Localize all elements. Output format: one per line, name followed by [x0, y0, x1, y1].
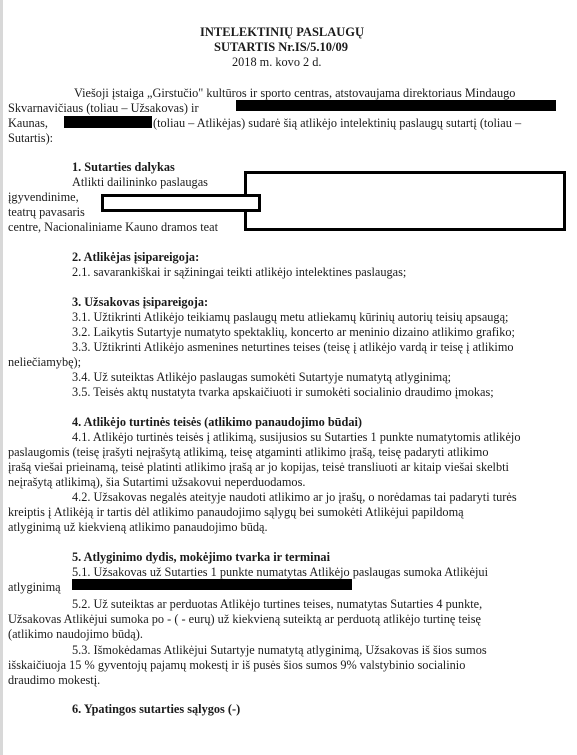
intro-line-2: Skvarnavičiaus (toliau – Užsakovas) ir: [8, 101, 199, 115]
intro-line-1: Viešoji įstaiga „Girstučio" kultūros ir sporto centras, atstovaujama direktoriaus Mindaugo: [74, 86, 516, 100]
intro-line-3a: Kaunas,: [8, 116, 48, 130]
intro-line-4: Sutartis):: [8, 131, 54, 145]
redaction-box: [101, 194, 261, 212]
section-4-paragraph-line: atlyginimą už kiekvieną atlikimo panaudojimo būdą.: [8, 520, 268, 534]
section-2-item: 2.1. savarankiškai ir sąžiningai teikti atlikėjo intelektines paslaugas;: [72, 265, 407, 279]
contract-date: 2018 m. kovo 2 d.: [232, 55, 322, 69]
section-4-paragraph-line: paslaugomis (teisę įrašyti neįrašytą atlikimą, teisę atgaminti atlikimo įrašą, teisę padaryti atlikimo: [8, 445, 489, 459]
section-4-heading: 4. Atlikėjo turtinės teisės (atlikimo panaudojimo būdai): [72, 415, 363, 429]
scan-edge: [0, 0, 3, 755]
section-5-paragraph-line: 5.3. Išmokėdamas Atlikėjui Sutartyje numatytą atlyginimą, Užsakovas iš šios sumos: [72, 643, 487, 657]
section-5-paragraph-line: 5.1. Užsakovas už Sutarties 1 punkte numatytas Atlikėjo paslaugas sumoka Atlikėjui: [72, 565, 488, 579]
redaction-box: [244, 171, 566, 231]
section-4-paragraph-line: 4.1. Atlikėjo turtinės teisės į atlikimą, susijusios su Sutarties 1 punkte numatytomis atlikėjo: [72, 430, 521, 444]
section-1-line: centre, Nacionaliniame Kauno dramos teat: [8, 220, 218, 234]
section-5-paragraph-line: (atlikimo naudojimo būdą).: [8, 627, 143, 641]
contract-title: INTELEKTINIŲ PASLAUGŲ: [200, 25, 365, 39]
section-2-heading: 2. Atlikėjas įsipareigoja:: [72, 250, 200, 264]
section-5-paragraph-line: išskaičiuoja 15 % gyventojų pajamų mokestį ir iš pusės šios sumos 9% valstybinio socialinio: [8, 658, 466, 672]
section-4-paragraph-line: įrašą viešai prieinamą, teisė platinti atlikimo įrašą ar jo kopijas, teisė transliuoti ar kitaip viešai skelbti: [8, 460, 509, 474]
section-1-heading: 1. Sutarties dalykas: [72, 160, 175, 174]
section-4-paragraph-line: kreiptis į Atlikėją ir tartis dėl atlikimo panaudojimo sąlygų bei sumokėti Atlikėjui papildomą: [8, 505, 464, 519]
section-3-item: neliečiamybę);: [8, 355, 82, 369]
section-3-item: 3.2. Laikytis Sutartyje numatyto spektaklių, koncerto ar meninio dizaino atlikimo grafiko;: [72, 325, 515, 339]
section-4-paragraph-line: neįrašytą atlikimą), šia Sutartimi užsakovui neperduodamos.: [8, 475, 306, 489]
section-5-paragraph-line: draudimo mokestį.: [8, 673, 101, 687]
section-4-paragraph-line: 4.2. Užsakovas negalės ateityje naudoti atlikimo ar jo įrašų, o norėdamas tai padaryti turės: [72, 490, 517, 504]
section-5-heading: 5. Atlyginimo dydis, mokėjimo tvarka ir terminai: [72, 550, 331, 564]
section-3-item: 3.5. Teisės aktų nustatyta tvarka apskaičiuoti ir sumokėti socialinio draudimo įmokas;: [72, 385, 494, 399]
intro-line-3b: (toliau – Atlikėjas) sudarė šią atlikėjo intelektinių paslaugų sutartį (toliau –: [153, 116, 522, 130]
section-1-line: Atlikti dailininko paslaugas: [72, 175, 208, 189]
section-3-heading: 3. Užsakovas įsipareigoja:: [72, 295, 209, 309]
redaction-bar: [72, 579, 352, 590]
section-5-paragraph-line: 5.2. Už suteiktas ar perduotas Atlikėjo turtines teises, numatytas Sutarties 4 punkte,: [72, 597, 483, 611]
section-5-paragraph-line: Užsakovas Atlikėjui sumoka po - ( - eurų) už kiekvieną suteiktą ar perduotą atlikėjo turtinę teisę: [8, 612, 481, 626]
section-1-line: teatrų pavasaris: [8, 205, 85, 219]
section-3-item: 3.3. Užtikrinti Atlikėjo asmenines neturtines teises (teisę į atlikėjo vardą ir teisę į atlikimo: [72, 340, 514, 354]
section-3-item: 3.4. Už suteiktas Atlikėjo paslaugas sumokėti Sutartyje numatytą atlyginimą;: [72, 370, 452, 384]
section-1-line: įgyvendinime,: [8, 190, 79, 204]
section-5-paragraph-line: atlyginimą: [8, 580, 61, 594]
section-6-heading: 6. Ypatingos sutarties sąlygos (-): [72, 702, 241, 716]
redaction-bar: [64, 116, 152, 128]
contract-number: SUTARTIS Nr.IS/5.10/09: [214, 40, 348, 54]
section-3-item: 3.1. Užtikrinti Atlikėjo teikiamų paslaugų metu atliekamų kūrinių autorių teisių apsaugą;: [72, 310, 509, 324]
redaction-bar: [236, 100, 556, 111]
